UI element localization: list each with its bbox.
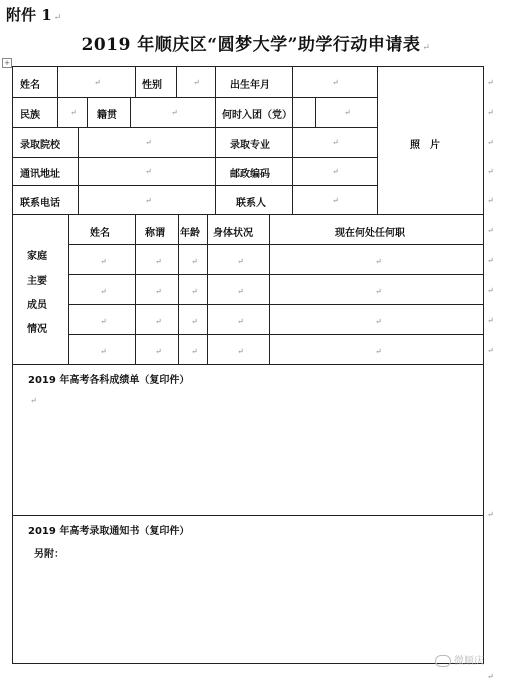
gender-label: 性别 bbox=[142, 80, 162, 91]
postcode-value[interactable]: ↵ bbox=[332, 167, 339, 176]
row-end-mark: ↵ bbox=[487, 256, 494, 265]
table-move-handle[interactable]: + bbox=[2, 58, 12, 68]
row-end-mark: ↵ bbox=[487, 672, 494, 681]
family-cell[interactable]: ↵ bbox=[100, 317, 107, 326]
col-line bbox=[215, 66, 216, 214]
family-side-label-4: 情况 bbox=[27, 324, 47, 335]
postcode-label: 邮政编码 bbox=[230, 169, 270, 180]
form-title: 2019 年顺庆区“圆梦大学”助学行动申请表 ↵ bbox=[81, 35, 431, 55]
row-line bbox=[12, 97, 377, 98]
ethnicity-label: 民族 bbox=[20, 110, 40, 121]
family-cell[interactable]: ↵ bbox=[191, 257, 198, 266]
row-end-mark: ↵ bbox=[487, 196, 494, 205]
family-cell[interactable]: ↵ bbox=[375, 257, 382, 266]
row-end-mark: ↵ bbox=[487, 78, 494, 87]
school-label: 录取院校 bbox=[20, 140, 60, 151]
col-line bbox=[377, 66, 378, 214]
family-col-occupation: 现在何处任何职 bbox=[335, 228, 405, 239]
col-line bbox=[68, 214, 69, 364]
gender-value[interactable]: ↵ bbox=[193, 78, 200, 87]
birth-label: 出生年月 bbox=[230, 80, 270, 91]
row-end-mark: ↵ bbox=[487, 167, 494, 176]
col-line bbox=[207, 214, 208, 364]
school-value[interactable]: ↵ bbox=[145, 138, 152, 147]
family-cell[interactable]: ↵ bbox=[100, 347, 107, 356]
origin-value[interactable]: ↵ bbox=[171, 108, 178, 117]
family-cell[interactable]: ↵ bbox=[155, 287, 162, 296]
contact-label: 联系人 bbox=[236, 198, 266, 209]
contact-value[interactable]: ↵ bbox=[332, 196, 339, 205]
family-cell[interactable]: ↵ bbox=[375, 317, 382, 326]
col-line bbox=[135, 66, 136, 97]
row-line bbox=[12, 185, 377, 186]
col-line bbox=[176, 66, 177, 97]
row-line bbox=[68, 274, 484, 275]
family-cell[interactable]: ↵ bbox=[237, 317, 244, 326]
row-end-mark: ↵ bbox=[487, 316, 494, 325]
row-line bbox=[12, 214, 484, 215]
ethnicity-value[interactable]: ↵ bbox=[70, 108, 77, 117]
address-value[interactable]: ↵ bbox=[145, 167, 152, 176]
row-end-mark: ↵ bbox=[487, 226, 494, 235]
family-cell[interactable]: ↵ bbox=[191, 287, 198, 296]
col-line bbox=[315, 97, 316, 127]
row-end-mark: ↵ bbox=[487, 108, 494, 117]
photo-label: 照 片 bbox=[410, 140, 440, 151]
family-col-relation: 称谓 bbox=[145, 228, 165, 239]
origin-label: 籍贯 bbox=[97, 110, 117, 121]
col-line bbox=[269, 214, 270, 364]
col-line bbox=[178, 214, 179, 364]
col-line bbox=[78, 127, 79, 214]
col-line bbox=[135, 214, 136, 364]
phone-value[interactable]: ↵ bbox=[145, 196, 152, 205]
notice-section-label: 2019 年高考录取通知书（复印件） bbox=[28, 526, 190, 537]
attached-label: 另附： bbox=[34, 549, 64, 560]
row-line bbox=[12, 127, 377, 128]
family-col-health: 身体状况 bbox=[213, 228, 253, 239]
birth-value[interactable]: ↵ bbox=[332, 78, 339, 87]
join-date-label: 何时入团（党） bbox=[222, 110, 292, 121]
join-date-value[interactable]: ↵ bbox=[344, 108, 351, 117]
family-col-name: 姓名 bbox=[90, 228, 110, 239]
wechat-icon bbox=[435, 655, 451, 667]
family-cell[interactable]: ↵ bbox=[191, 347, 198, 356]
family-cell[interactable]: ↵ bbox=[237, 347, 244, 356]
row-line bbox=[68, 244, 484, 245]
row-end-mark: ↵ bbox=[487, 346, 494, 355]
family-cell[interactable]: ↵ bbox=[155, 347, 162, 356]
scores-content[interactable]: ↵ bbox=[30, 396, 37, 405]
row-line bbox=[12, 515, 484, 516]
name-label: 姓名 bbox=[20, 80, 40, 91]
row-line bbox=[68, 304, 484, 305]
family-cell[interactable]: ↵ bbox=[191, 317, 198, 326]
row-line bbox=[12, 157, 377, 158]
family-cell[interactable]: ↵ bbox=[375, 287, 382, 296]
family-cell[interactable]: ↵ bbox=[100, 287, 107, 296]
address-label: 通讯地址 bbox=[20, 169, 60, 180]
family-cell[interactable]: ↵ bbox=[237, 287, 244, 296]
family-side-label-3: 成员 bbox=[27, 300, 47, 311]
phone-label: 联系电话 bbox=[20, 198, 60, 209]
application-form-table bbox=[12, 66, 484, 664]
family-cell[interactable]: ↵ bbox=[375, 347, 382, 356]
family-cell[interactable]: ↵ bbox=[155, 257, 162, 266]
row-end-mark: ↵ bbox=[487, 138, 494, 147]
family-cell[interactable]: ↵ bbox=[155, 317, 162, 326]
family-side-label-2: 主要 bbox=[27, 276, 47, 287]
col-line bbox=[57, 97, 58, 127]
scores-section-label: 2019 年高考各科成绩单（复印件） bbox=[28, 375, 190, 386]
family-side-label-1: 家庭 bbox=[27, 251, 47, 262]
major-label: 录取专业 bbox=[230, 140, 270, 151]
family-cell[interactable]: ↵ bbox=[100, 257, 107, 266]
row-line bbox=[68, 334, 484, 335]
attachment-label: 附件 1 ↵ bbox=[6, 6, 62, 24]
row-line bbox=[12, 364, 484, 365]
row-end-mark: ↵ bbox=[487, 286, 494, 295]
major-value[interactable]: ↵ bbox=[332, 138, 339, 147]
col-line bbox=[292, 66, 293, 214]
col-line bbox=[130, 97, 131, 127]
family-col-age: 年龄 bbox=[180, 228, 200, 239]
watermark: 微顺庆 bbox=[435, 652, 484, 667]
family-cell[interactable]: ↵ bbox=[237, 257, 244, 266]
row-end-mark: ↵ bbox=[487, 510, 494, 519]
name-value[interactable]: ↵ bbox=[94, 78, 101, 87]
col-line bbox=[87, 97, 88, 127]
col-line bbox=[57, 66, 58, 97]
